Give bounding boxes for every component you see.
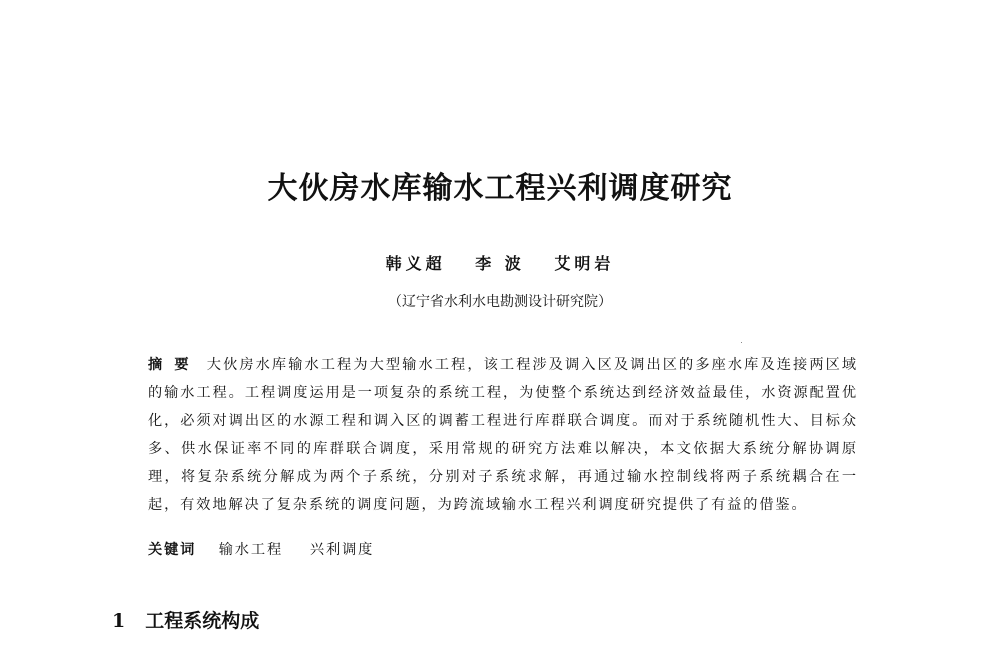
author-list: [0, 251, 1000, 274]
keywords-line: [148, 539, 374, 559]
section-heading: [112, 606, 259, 633]
abstract-text: 大伙房水库输水工程为大型输水工程，该工程涉及调入区及调出区的多座水库及连接两区域的输水工程。工程调度运用是一项复杂的系统工程，为使整个系统达到经济效益最佳，水资源配置优化，必须对调出区的水源工程和调入区的调蓄工程进行库群联合调度。而对于系统随机性大、目标众多、供水保证率不同的库群联合调度，采用常规的研究方法难以解决，本文依据大系统分解协调原理，将复杂系统分解成为两个子系统，分别对子系统求解，再通过输水控制线将两子系统耦合在一起，有效地解决了复杂系统的调度问题，为跨流域输水工程兴利调度研究提供了有益的借鉴。: [148, 357, 858, 513]
abstract-block: [148, 351, 858, 519]
abstract-label: 摘要: [148, 357, 201, 373]
paper-title: 大伙房水库输水工程兴利调度研究: [267, 171, 733, 206]
section-title: 工程系统构成: [145, 610, 260, 632]
keyword-item: 输水工程: [218, 542, 284, 558]
section-number: 1: [112, 610, 126, 632]
keyword-item: 兴利调度: [309, 542, 375, 558]
author-name: 艾明岩: [554, 254, 615, 273]
author-name: 李 波: [475, 254, 525, 273]
keywords-label: 关键词: [148, 542, 197, 558]
author-affiliation: （辽宁省水利水电勘测设计研究院）: [388, 294, 612, 310]
scan-speck: [741, 342, 742, 343]
author-name: 韩义超: [385, 254, 446, 273]
